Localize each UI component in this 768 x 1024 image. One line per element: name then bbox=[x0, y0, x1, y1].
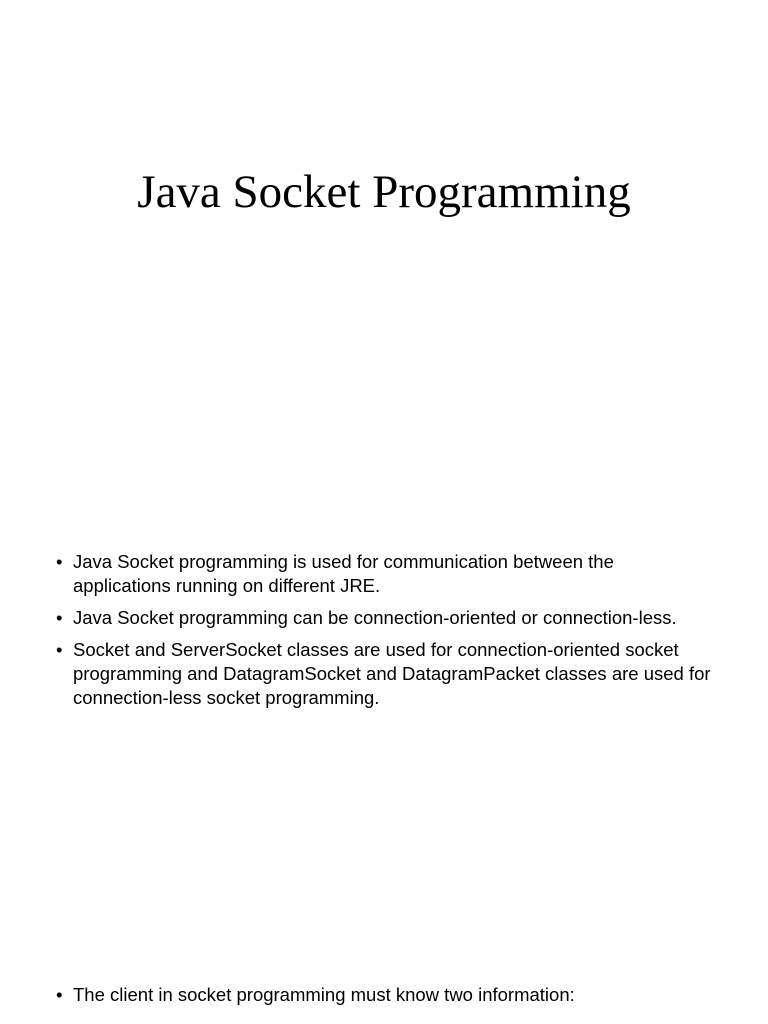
bullet-icon: • bbox=[56, 984, 63, 1005]
bullet-text: The client in socket programming must know two information: bbox=[73, 984, 575, 1005]
list-item bbox=[56, 638, 716, 710]
list-item bbox=[56, 606, 716, 630]
bullet-icon: • bbox=[56, 607, 63, 628]
bullet-text: Java Socket programming is used for communication between the applications running on different JRE. bbox=[73, 551, 614, 596]
bullet-text: Java Socket programming can be connection-oriented or connection-less. bbox=[73, 607, 677, 628]
bullet-text: Socket and ServerSocket classes are used for connection-oriented socket programming and DatagramSocket and DatagramPacket classes are used for connection-less socket programming. bbox=[73, 639, 711, 708]
bullet-icon: • bbox=[56, 551, 63, 572]
next-slide-bullet-list bbox=[56, 983, 716, 1015]
list-item bbox=[56, 550, 716, 598]
bullet-list bbox=[56, 550, 716, 718]
slide-title: Java Socket Programming bbox=[137, 166, 631, 218]
list-item bbox=[56, 983, 716, 1007]
bullet-icon: • bbox=[56, 639, 63, 660]
